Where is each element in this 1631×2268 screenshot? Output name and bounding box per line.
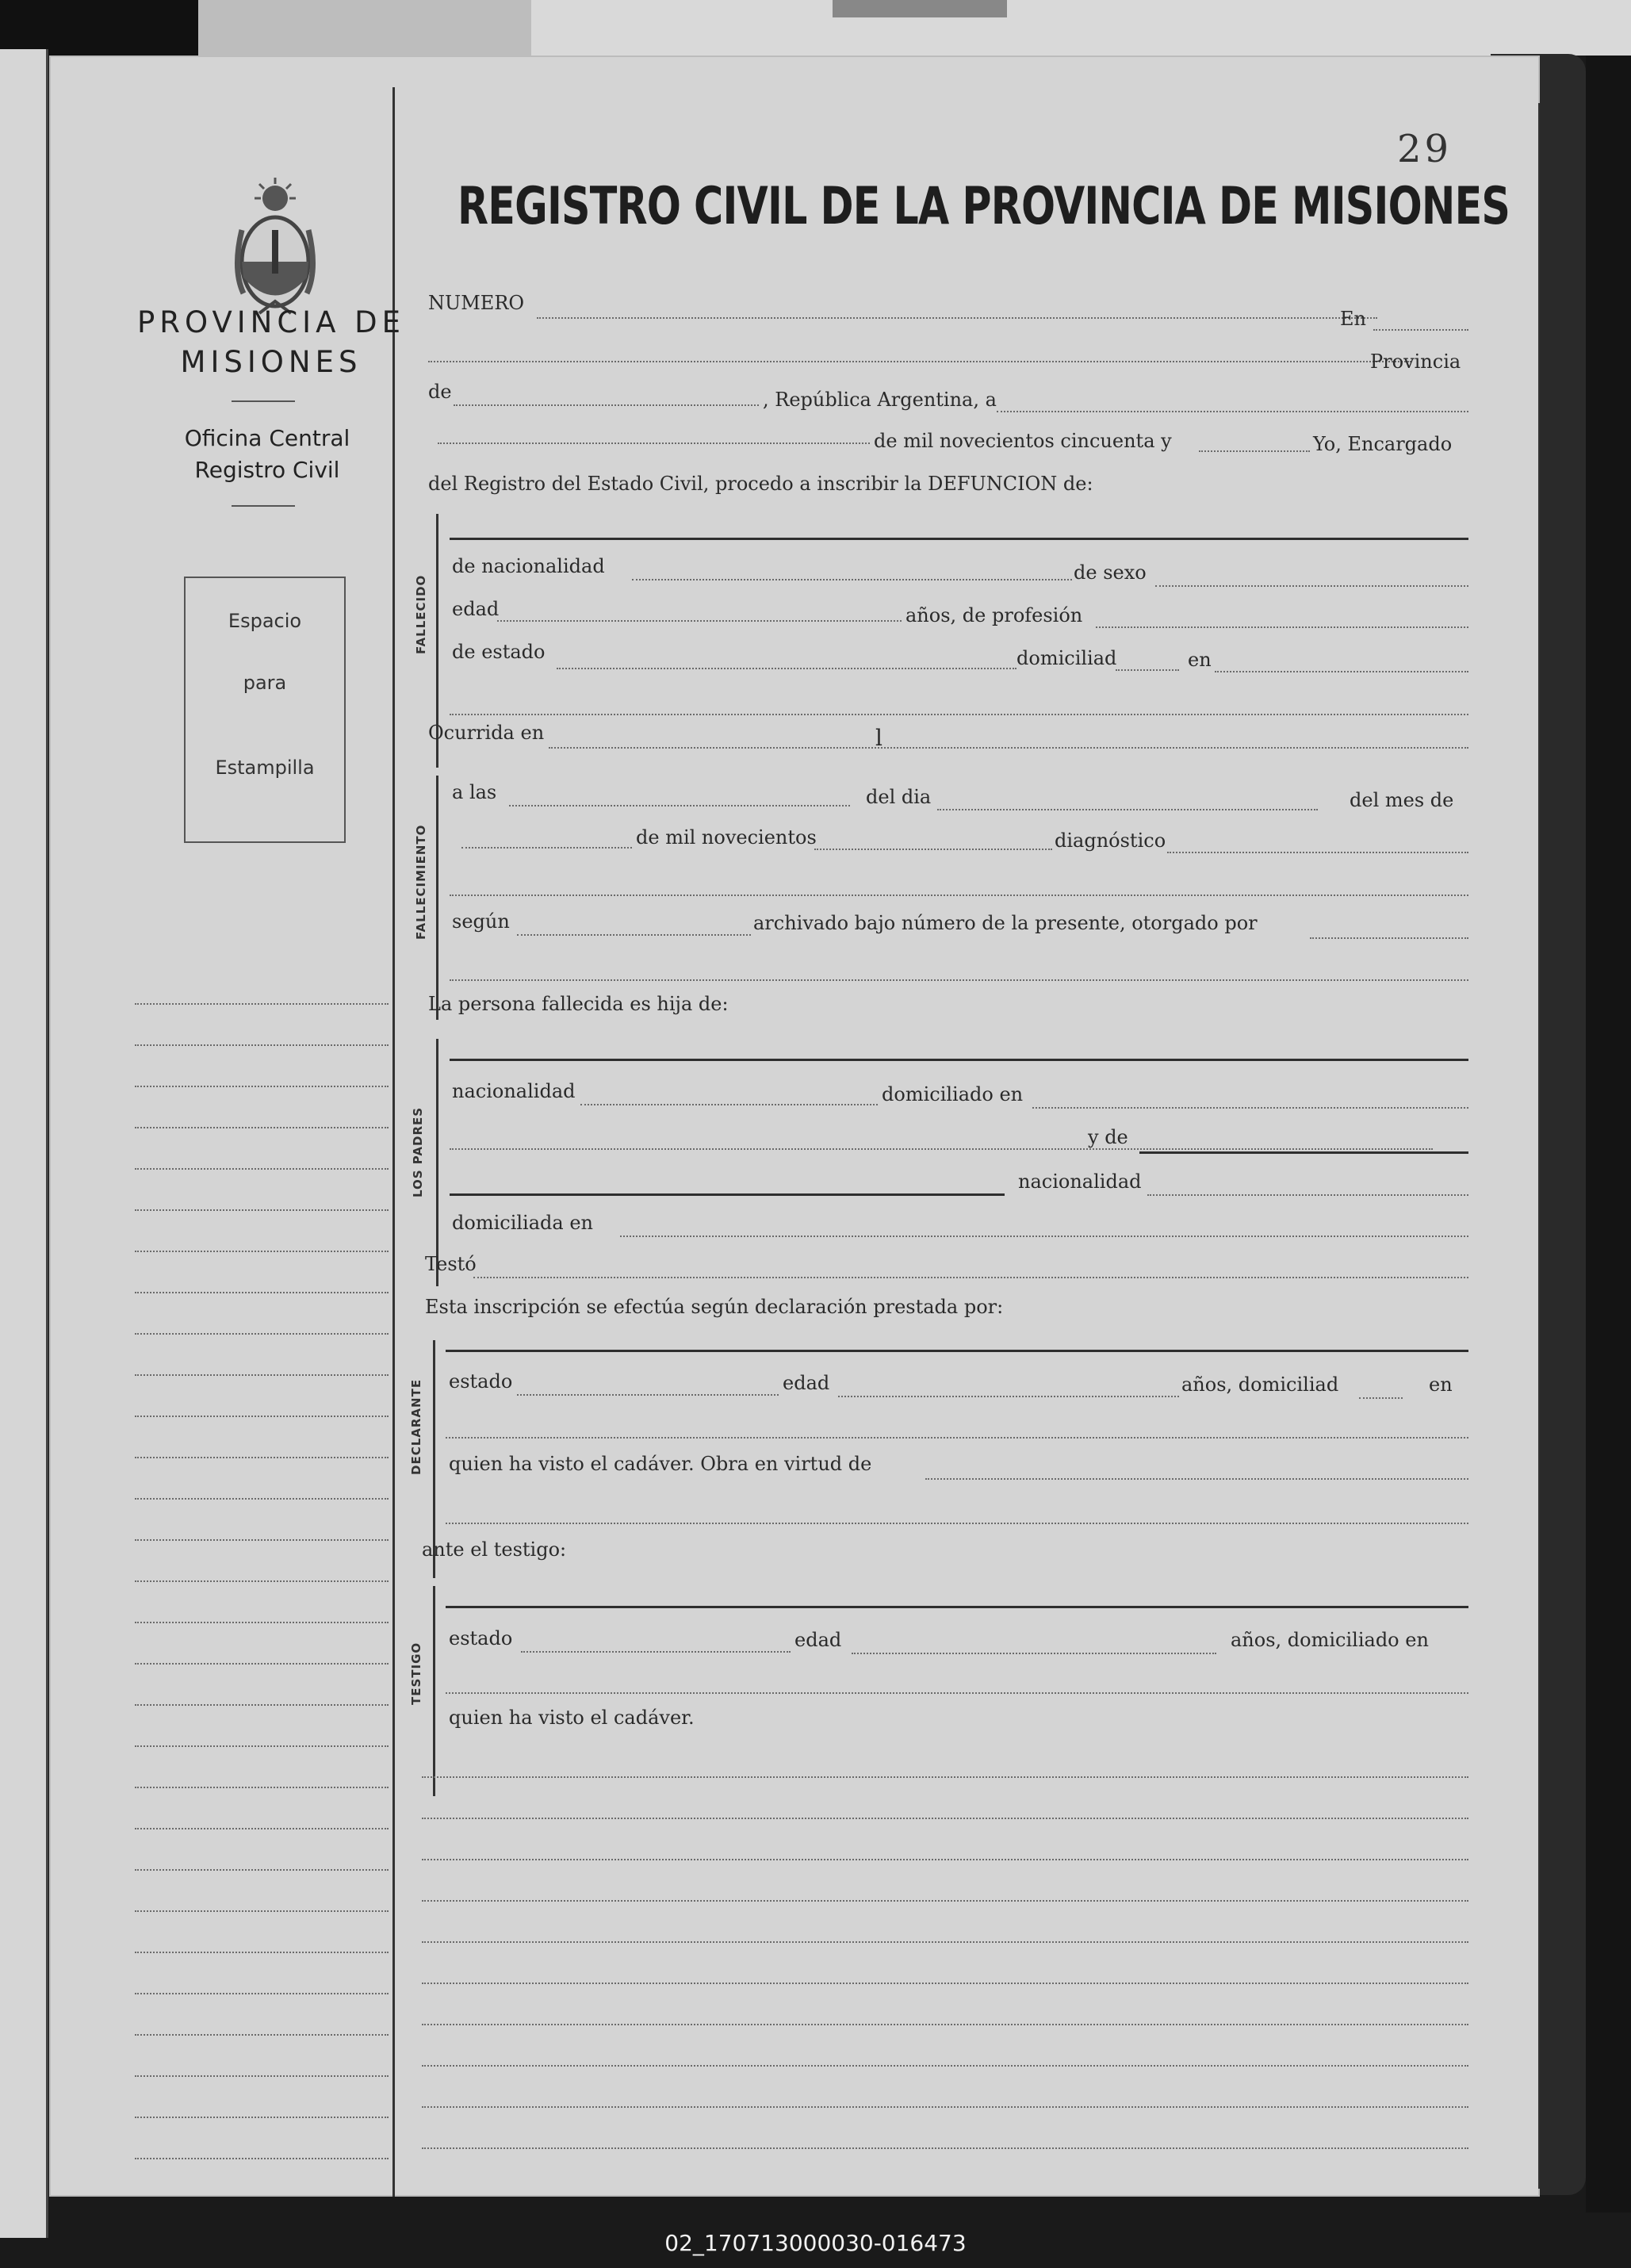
label-segun: según: [452, 910, 510, 933]
label-del-mes: del mes de: [1350, 789, 1454, 811]
label-numero: NUMERO: [428, 292, 525, 314]
office-line-2: Registro Civil: [194, 457, 340, 483]
field-obra-virtud[interactable]: [925, 1478, 1468, 1480]
ruled-line: [135, 1416, 389, 1417]
label-anos-declarante: años, domiciliad: [1181, 1373, 1339, 1396]
field-hora[interactable]: [509, 805, 850, 806]
label-domiciliada: domiciliada en: [452, 1212, 593, 1234]
page-number: 29: [1397, 127, 1453, 171]
field-dia[interactable]: [438, 442, 870, 444]
label-nacionalidad-madre: nacionalidad: [1018, 1170, 1142, 1193]
ruled-line: [422, 2106, 1468, 2108]
ruled-line: [135, 1869, 389, 1871]
mark-ocurrida: l: [875, 725, 883, 751]
ruled-line: [422, 1941, 1468, 1943]
label-estado-testigo: estado: [449, 1627, 513, 1649]
field-nombre-madre-2[interactable]: [450, 1193, 1005, 1196]
field-estado-declarante[interactable]: [517, 1394, 779, 1396]
label-edad: edad: [452, 598, 500, 620]
field-de[interactable]: [454, 404, 759, 406]
bracket-padres: [436, 1039, 450, 1286]
field-dia-fallecimiento[interactable]: [937, 809, 1318, 810]
ruled-line: [422, 2065, 1468, 2067]
ruled-line: [135, 1787, 389, 1788]
ruled-line: [135, 1828, 389, 1829]
label-testo: Testó: [425, 1253, 477, 1275]
label-edad-declarante: edad: [783, 1372, 830, 1394]
ruled-line: [422, 1776, 1468, 1778]
field-segun[interactable]: [517, 934, 751, 936]
ruled-line: [135, 1580, 389, 1582]
field-direccion-testigo[interactable]: [446, 1692, 1468, 1694]
label-diagnostico: diagnóstico: [1055, 829, 1166, 852]
stamp-text-1: Espacio: [228, 610, 302, 632]
label-mil-cincuenta: de mil novecientos cincuenta y: [874, 430, 1172, 452]
label-anos-profesion: años, de profesión: [905, 604, 1083, 626]
field-domiciliad-declarante[interactable]: [1359, 1397, 1403, 1399]
field-nombre-fallecido[interactable]: [450, 538, 1468, 540]
stamp-text-3: Estampilla: [215, 757, 315, 779]
label-inscripcion: Esta inscripción se efectúa según declaración prestada por:: [425, 1296, 1004, 1318]
label-anos-testigo: años, domiciliado en: [1231, 1629, 1429, 1651]
side-label-testigo: TESTIGO: [409, 1642, 423, 1705]
side-label-declarante: DECLARANTE: [409, 1378, 423, 1475]
field-domiciliada[interactable]: [620, 1236, 1468, 1237]
column-divider: [392, 87, 395, 2197]
ruled-line: [422, 1983, 1468, 1984]
page-right-edge: [1538, 103, 1540, 2189]
label-hija: La persona fallecida es hija de:: [428, 993, 729, 1015]
field-ano[interactable]: [1199, 450, 1310, 452]
ruled-line: [135, 1127, 389, 1128]
label-registro: del Registro del Estado Civil, procedo a inscribir la DEFUNCION de:: [428, 473, 1093, 495]
province-name: PROVINCIA DE MISIONES: [136, 305, 406, 379]
office-name: [144, 423, 390, 486]
label-sexo: de sexo: [1074, 561, 1147, 584]
ruled-line: [135, 1704, 389, 1706]
field-direccion-declarante[interactable]: [446, 1437, 1468, 1439]
scanner-top-strip: [0, 0, 1631, 56]
field-sexo[interactable]: [1155, 585, 1468, 587]
field-diagnostico-2[interactable]: [450, 895, 1468, 896]
stamp-box: [184, 577, 346, 843]
field-domiciliad[interactable]: [1116, 669, 1179, 671]
scanner-right-border: [1586, 56, 1631, 2212]
label-del-dia: del dia: [866, 786, 932, 808]
field-obra-virtud-2[interactable]: [446, 1523, 1468, 1524]
field-mes[interactable]: [461, 847, 632, 849]
ruled-line: [135, 1044, 389, 1046]
office-line-1: Oficina Central: [184, 425, 350, 451]
stamp-text-2: para: [243, 672, 287, 694]
field-nombre-declarante[interactable]: [446, 1350, 1468, 1352]
field-numero[interactable]: [537, 317, 1377, 319]
ruled-line: [135, 1622, 389, 1623]
label-quien-declarante: quien ha visto el cadáver. Obra en virtud de: [449, 1453, 872, 1475]
ruled-line: [135, 1745, 389, 1747]
field-nacionalidad[interactable]: [632, 579, 1072, 580]
separator: [232, 400, 295, 402]
ruled-line: [135, 1539, 389, 1541]
field-en-2[interactable]: [1215, 671, 1468, 672]
field-en[interactable]: [1373, 329, 1468, 331]
label-domiciliad: domiciliad: [1017, 647, 1117, 669]
binding-clip: [833, 0, 1007, 17]
ruled-line: [422, 1859, 1468, 1860]
label-edad-testigo: edad: [794, 1629, 842, 1651]
label-estado-declarante: estado: [449, 1370, 513, 1393]
label-nacionalidad-padre: nacionalidad: [452, 1080, 576, 1102]
field-ano-fallecimiento[interactable]: [814, 849, 1052, 850]
ruled-line: [135, 1251, 389, 1252]
ruled-line: [135, 1333, 389, 1335]
field-nacionalidad-madre[interactable]: [1147, 1194, 1468, 1196]
ruled-line: [135, 1374, 389, 1376]
label-ocurrida: Ocurrida en: [428, 722, 545, 744]
ruled-line: [135, 1663, 389, 1665]
ruled-line: [135, 1003, 389, 1005]
page-title: REGISTRO CIVIL DE LA PROVINCIA DE MISIONES: [458, 177, 1510, 236]
ruled-line: [422, 1818, 1468, 1819]
ruled-line: [135, 2034, 389, 2036]
bracket-fallecimiento: [436, 776, 450, 1020]
backdrop-dark: [0, 0, 198, 56]
field-domiciliado-padre[interactable]: [1032, 1107, 1468, 1109]
ruled-line: [135, 2117, 389, 2118]
field-estado-testigo[interactable]: [521, 1651, 791, 1653]
ruled-line: [135, 1457, 389, 1458]
label-mil-novecientos: de mil novecientos: [636, 826, 817, 849]
ruled-line: [422, 1900, 1468, 1902]
field-profesion[interactable]: [1096, 626, 1468, 628]
label-yo-encargado: Yo, Encargado: [1313, 433, 1453, 455]
ruled-line: [135, 2158, 389, 2159]
label-republica: , República Argentina, a: [763, 389, 997, 411]
label-ante-testigo: ante el testigo:: [422, 1538, 567, 1561]
previous-page-edge: [198, 0, 531, 56]
side-label-fallecimiento: FALLECIMIENTO: [414, 824, 428, 940]
label-y-de: y de: [1088, 1126, 1128, 1148]
label-provincia: Provincia: [1370, 351, 1461, 373]
ruled-line: [135, 1993, 389, 1994]
field-diagnostico[interactable]: [1167, 852, 1468, 853]
ruled-line: [135, 1292, 389, 1293]
field-estado[interactable]: [557, 668, 1017, 669]
ruled-line: [135, 1498, 389, 1500]
field-provincia-line[interactable]: [428, 361, 1411, 362]
field-direccion-fallecido[interactable]: [450, 714, 1468, 715]
label-domiciliado: domiciliado en: [882, 1083, 1024, 1105]
label-archivado: archivado bajo número de la presente, otorgado por: [753, 912, 1258, 934]
ruled-line: [422, 2024, 1468, 2025]
side-label-fallecido: FALLECIDO: [414, 574, 428, 654]
ruled-line: [135, 2075, 389, 2077]
label-nacionalidad: de nacionalidad: [452, 555, 605, 577]
field-otorgado-2[interactable]: [450, 979, 1468, 981]
separator: [232, 505, 295, 507]
field-edad-declarante[interactable]: [838, 1396, 1179, 1397]
label-a-las: a las: [452, 781, 497, 803]
field-fecha[interactable]: [997, 411, 1468, 412]
field-nombre-madre[interactable]: [1139, 1151, 1468, 1154]
ruled-line: [135, 1910, 389, 1912]
label-en-2: en: [1188, 649, 1212, 671]
field-direccion-padre[interactable]: [450, 1148, 1433, 1150]
ruled-line: [422, 2147, 1468, 2149]
bracket-testigo: [433, 1586, 446, 1796]
field-nombre-testigo[interactable]: [446, 1606, 1468, 1608]
field-otorgado[interactable]: [1310, 937, 1468, 939]
field-testo[interactable]: [473, 1277, 1468, 1278]
field-ocurrida[interactable]: [549, 747, 1468, 749]
label-en-declarante: en: [1429, 1373, 1453, 1396]
label-en: En: [1340, 308, 1366, 330]
ruled-line: [135, 1209, 389, 1211]
ruled-line: [135, 1086, 389, 1087]
scan-caption: 02_170713000030-016473: [664, 2230, 967, 2256]
ruled-line: [135, 1168, 389, 1170]
field-nacionalidad-padre[interactable]: [580, 1104, 878, 1105]
field-edad-testigo[interactable]: [852, 1653, 1216, 1654]
field-nombre-padre[interactable]: [450, 1059, 1468, 1061]
facing-page-edge: [0, 49, 48, 2238]
side-label-padres: LOS PADRES: [411, 1106, 425, 1197]
field-edad[interactable]: [497, 620, 902, 622]
ruled-line: [135, 1952, 389, 1953]
register-page: [49, 56, 1540, 2197]
label-estado: de estado: [452, 641, 546, 663]
label-quien-testigo: quien ha visto el cadáver.: [449, 1707, 695, 1729]
label-de: de: [428, 381, 452, 403]
